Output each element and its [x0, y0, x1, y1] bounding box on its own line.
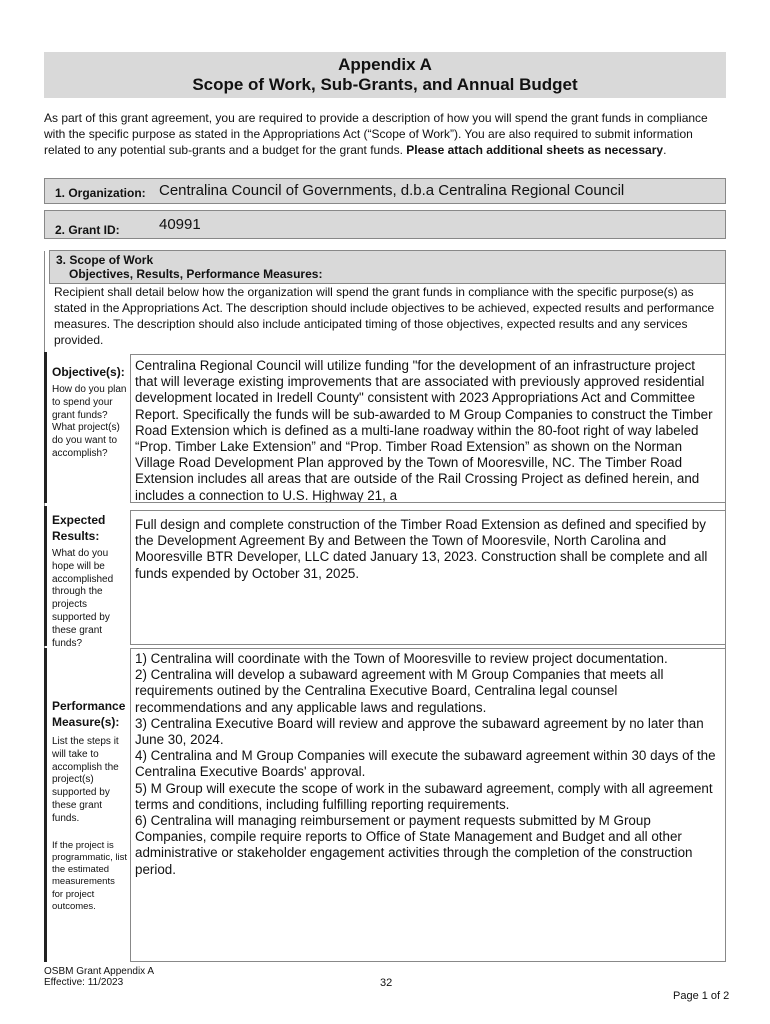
footer-page-of: Page 1 of 2 [673, 990, 730, 1002]
results-label-block [52, 512, 128, 650]
organization-value[interactable]: Centralina Council of Governments, d.b.a Centralina Regional Council [159, 182, 625, 199]
measure-item: 3) Centralina Executive Board will review and approve the subaward agreement by no later than June 30, 2024. [135, 715, 704, 748]
grant-id-value[interactable]: 40991 [159, 216, 201, 233]
measure-item: 6) Centralina will managing reimbursement or payment requests submitted by M Group Companies, compile require reports to Office of State Management and Budget and all other administrative or stakeholder engagement activities through the completion of the construction period. [135, 813, 693, 877]
scope-description: Recipient shall detail below how the organization will spend the grant funds in compliance with the specific purpose(s) as stated in the Appropriations Act. The description should include objectives to be achieved, expected results and performance measures. The description should also include anticipated timing of those objectives, expected results and any services provided. [54, 285, 715, 347]
intro-end: . [663, 143, 667, 157]
measure-item: 4) Centralina and M Group Companies will execute the subaward agreement within 30 days of the Centralina Executive Boards' approval. [135, 748, 716, 780]
objectives-text: Centralina Regional Council will utilize funding "for the development of an infrastructure project that will leverage existing improvements that are associated with previously approved residential development located in Iredell County" consistent with 2023 Appropriations Act and Committee Report. Specifically the funds will be sub-awarded to M Group Companies to construct the Timber Road Extension which is defined as a multi-lane roadway within the 80-foot right of way labeled “Prop. Timber Lake Extension” and “Prop. Timber Road Extension” as shown on the Norman Village Road Development Plan approved by the Town of Mooresville, NC. The Timber Road Extension includes all areas that are outside of the Rail Crossing Project as defined herein, and includes a connection to U.S. Highway 21, a [135, 358, 713, 503]
objectives-label-block [52, 364, 128, 461]
title-banner [44, 52, 726, 98]
footer-form-info [44, 966, 154, 988]
results-label: Expected Results: [52, 513, 106, 543]
objectives-label: Objective(s): [52, 365, 125, 379]
organization-label: 1. Organization: [55, 186, 146, 200]
measures-textbox[interactable] [130, 648, 726, 962]
objectives-hint: How do you plan to spend your grant funds? What project(s) do you want to accomplish? [52, 384, 127, 459]
measures-row-bar [44, 648, 47, 962]
measures-hint-programmatic: If the project is programmatic, list the estimated measurements for project outcomes. [52, 839, 127, 913]
results-hint: What do you hope will be accomplished through the projects supported by these grant funds? [52, 548, 114, 649]
scope-heading: 3. Scope of Work [56, 253, 154, 267]
scope-heading-bar [49, 250, 726, 284]
intro-text: As part of this grant agreement, you are required to provide a description of how you will spend the grant funds in compliance with the specific purpose as stated in the Appropriations Act (“Scope of Work”). You are also required to submit information related to any potential sub-grants and a budget for the grant funds. [44, 111, 708, 157]
measures-label-block [52, 698, 128, 913]
grant-id-label: 2. Grant ID: [55, 223, 120, 237]
organization-field [44, 178, 726, 204]
results-row-bar [44, 506, 47, 646]
measure-item: 1) Centralina will coordinate with the Town of Mooresville to review project documentation. [135, 651, 668, 666]
measure-item: 2) Centralina will develop a subaward agreement with M Group Companies that meets all requirements outined by the Centralina Executive Board, Centralina legal counsel recommendations and any applicable laws and regulations. [135, 667, 664, 715]
objectives-textbox[interactable] [130, 354, 726, 503]
footer-effective-date: Effective: 11/2023 [44, 977, 124, 988]
page-title: Appendix A [338, 55, 432, 74]
measures-label: Performance Measure(s): [52, 699, 126, 729]
footer-page-number: 32 [380, 977, 393, 989]
measures-hint: List the steps it will take to accomplish the project(s) supported by these grant funds. [52, 736, 119, 824]
results-text: Full design and complete construction of the Timber Road Extension as defined and specified by the Development Agreement By and Between the Town of Mooresvile, North Carolina and Mooresville BTR Developer, LLC dated January 13, 2023. Construction shall be complete and all funds expended by October 31, 2025. [135, 517, 708, 581]
intro-bold-text: Please attach additional sheets as necessary [406, 143, 664, 157]
results-textbox[interactable] [130, 510, 726, 645]
intro-paragraph [44, 110, 728, 158]
measure-item: 5) M Group will execute the scope of work in the subaward agreement, comply with all agreement terms and conditions, including fulfilling reporting requirements. [135, 780, 713, 812]
scope-subheading: Objectives, Results, Performance Measures: [69, 267, 323, 281]
footer-form-name: OSBM Grant Appendix A [44, 966, 155, 977]
grant-id-field [44, 210, 726, 239]
objectives-row-bar [44, 352, 47, 503]
page-subtitle: Scope of Work, Sub-Grants, and Annual Budget [192, 75, 578, 94]
